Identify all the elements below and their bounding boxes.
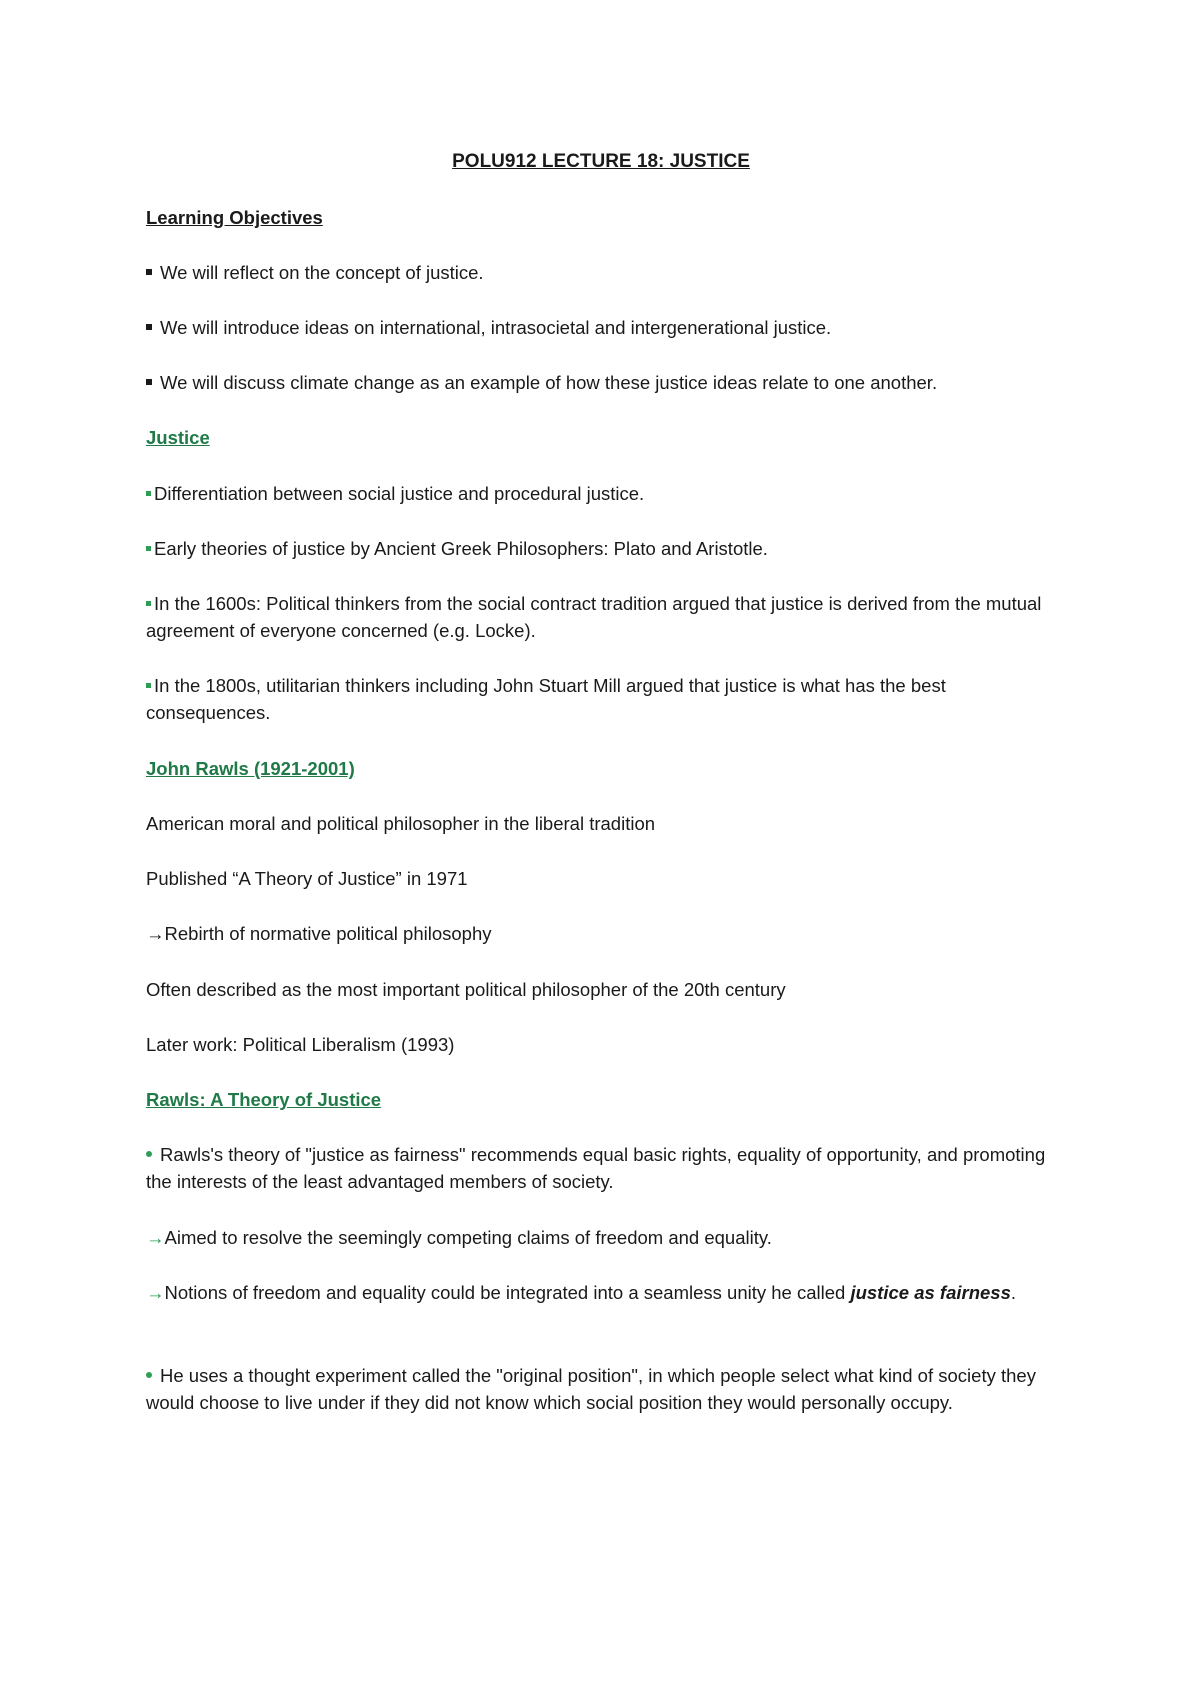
green-square-bullet-icon xyxy=(146,491,151,496)
theory-of-justice-heading: Rawls: A Theory of Justice xyxy=(146,1089,382,1110)
green-square-bullet-icon xyxy=(146,601,151,606)
justice-item: Differentiation between social justice and procedural justice. xyxy=(146,480,1056,507)
learning-objective-item: We will reflect on the concept of justice. xyxy=(146,259,1056,286)
theory-arrow-item: →Notions of freedom and equality could be integrated into a seamless unity he called justice as fairness. xyxy=(146,1282,1017,1303)
green-dot-bullet-icon xyxy=(146,1151,152,1157)
green-square-bullet-icon xyxy=(146,546,151,551)
arrow-right-icon: → xyxy=(146,1282,165,1303)
learning-objective-item: We will introduce ideas on international, intrasocietal and intergenerational justice. xyxy=(146,314,1056,341)
theory-arrow-item: →Aimed to resolve the seemingly competing claims of freedom and equality. xyxy=(146,1227,772,1248)
rawls-line: Published “A Theory of Justice” in 1971 xyxy=(146,868,468,889)
page-title: POLU912 LECTURE 18: JUSTICE xyxy=(452,151,750,172)
justice-item: In the 1800s, utilitarian thinkers including John Stuart Mill argued that justice is what has the best consequences. xyxy=(146,675,946,723)
john-rawls-heading: John Rawls (1921-2001) xyxy=(146,758,355,779)
rawls-line: →Rebirth of normative political philosophy xyxy=(146,923,492,944)
learning-objectives-heading: Learning Objectives xyxy=(146,207,323,228)
green-dot-bullet-icon xyxy=(146,1372,152,1378)
justice-item: In the 1600s: Political thinkers from the social contract tradition argued that justice is derived from the mutual agreement of everyone concerned (e.g. Locke). xyxy=(146,593,1042,641)
rawls-line: American moral and political philosopher in the liberal tradition xyxy=(146,813,656,834)
justice-item: Early theories of justice by Ancient Greek Philosophers: Plato and Aristotle. xyxy=(146,535,1056,562)
rawls-line: Often described as the most important political philosopher of the 20th century xyxy=(146,979,786,1000)
arrow-right-icon: → xyxy=(146,1227,165,1248)
square-bullet-icon xyxy=(146,269,152,275)
arrow-right-icon: → xyxy=(146,923,165,944)
rawls-line: Later work: Political Liberalism (1993) xyxy=(146,1034,455,1055)
square-bullet-icon xyxy=(146,324,152,330)
square-bullet-icon xyxy=(146,379,152,385)
learning-objective-item: We will discuss climate change as an example of how these justice ideas relate to one another. xyxy=(146,369,1056,396)
theory-bullet: Rawls's theory of "justice as fairness" recommends equal basic rights, equality of opportunity, and promoting the interests of the least advantaged members of society. xyxy=(146,1144,1046,1192)
justice-heading: Justice xyxy=(146,427,210,448)
green-square-bullet-icon xyxy=(146,683,151,688)
theory-bullet: He uses a thought experiment called the "original position", in which people select what kind of society they would choose to live under if they did not know which social position they would personally occupy. xyxy=(146,1365,1036,1413)
